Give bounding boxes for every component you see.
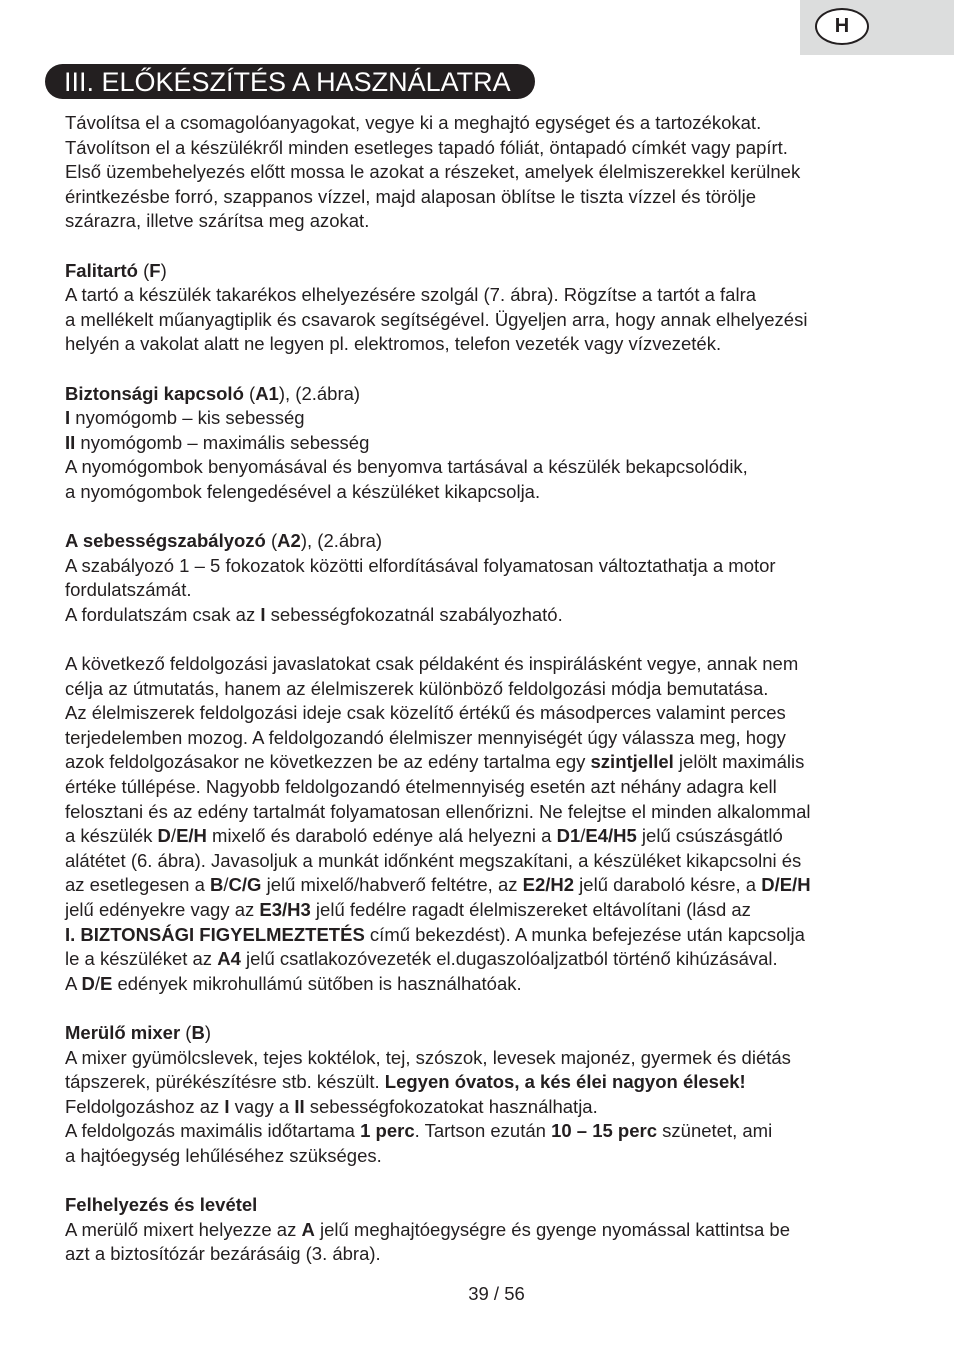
bold-term: B — [210, 874, 224, 896]
bold-term: D — [157, 825, 171, 847]
text-line: célja az útmutatás, hanem az élelmiszerek különböző feldolgozási módja bemutatása. — [65, 677, 769, 699]
text-line: Távolítson el a készülékről minden esetleges tapadó fóliát, öntapadó címkét vagy papírt. — [65, 136, 788, 158]
text-line: sebességfokozatnál szabályozható. — [265, 603, 563, 625]
bold-term: szintjellel — [590, 751, 674, 773]
bold-term: I. BIZTONSÁGI FIGYELMEZTETÉS — [65, 923, 365, 945]
text-line: jelű csatlakozóvezeték el.dugaszolóaljzatból történő kihúzásával. — [240, 948, 778, 970]
immersion-mixer-section: Merülő mixer (B) A mixer gyümölcslevek, tejes koktélok, tej, szószok, levesek majonéz, gyermek és diétás tápszerek, pürékészítésre stb. készült. Legyen óvatos, a kés élei nagyon élesek! Feldolgozáshoz az I vagy a II sebességfokozatokat használhatja. A feldolgozás maximális időtartama 1 perc. Tartson ezután 10 – 15 perc szünetet, ami a hajtóegység lehűléséhez szükséges. — [65, 1021, 791, 1166]
bold-term: 1 perc — [360, 1120, 415, 1142]
text-line: A szabályozó 1 – 5 fokozatok közötti elfordításával folyamatosan változtathatja a motor — [65, 554, 776, 576]
page-content — [65, 111, 895, 1267]
text-line: azok feldolgozásakor ne következzen be az edény tartalma egy — [65, 751, 591, 773]
intro-paragraph — [65, 111, 895, 234]
text-line: A merülő mixert helyezze az — [65, 1218, 302, 1240]
wall-holder-heading: Falitartó — [65, 259, 138, 281]
text-line: értéke túllépése. Nagyobb feldolgozandó ételmennyiség esetén azt néhány adagra kell — [65, 776, 777, 798]
separator: / — [223, 874, 229, 896]
speed-regulator-section: A sebességszabályozó (A2), (2.ábra) A szabályozó 1 – 5 fokozatok közötti elfordításával folyamatosan változtathatja a motor fordulatszámát. A fordulatszám csak az I sebességfokozatnál szabályozható. — [65, 530, 776, 625]
text-line: az esetlegesen a — [65, 874, 211, 896]
bold-term: D — [81, 972, 95, 994]
bold-term: D1 — [556, 825, 581, 847]
text-line: . Tartson ezután — [414, 1120, 552, 1142]
text-line: azt a biztosítózár bezárásáig (3. ábra). — [65, 1243, 381, 1265]
text-line: szárazra, illetve szárítsa meg azokat. — [65, 210, 370, 232]
text-line: Első üzembehelyezés előtt mossa le azokat a részeket, amelyek élelmiszerekkel kerülnek — [65, 161, 801, 183]
text-line: nyomógomb – kis sebesség — [70, 407, 305, 429]
text-line: sebességfokozatokat használhatja. — [304, 1095, 598, 1117]
text-line: jelű mixelő/habverő feltétre, az — [261, 874, 523, 896]
bold-term: A4 — [217, 948, 241, 970]
language-badge: H — [815, 8, 869, 45]
text-line: jelű fedélre ragadt élelmiszereket eltávolítani (lásd az — [310, 899, 751, 920]
bold-term: 10 – 15 perc — [551, 1120, 658, 1142]
part-code: B — [191, 1021, 205, 1043]
separator: / — [170, 825, 177, 847]
text-line: a nyomógombok felengedésével a készüléket kikapcsolja. — [65, 480, 541, 502]
figure-ref: (2.ábra) — [295, 382, 361, 404]
text-line: jelű csúszásgátló — [636, 825, 783, 847]
text-line: tápszerek, pürékészítésre stb. készült. — [65, 1071, 385, 1093]
text-line: A tartó a készülék takarékos elhelyezésére szolgál (7. ábra). Rögzítse a tartót a falra — [65, 284, 757, 306]
bold-term: E2/H2 — [522, 874, 575, 896]
text-line: A fordulatszám csak az — [65, 603, 261, 625]
text-line: vagy a — [229, 1095, 295, 1117]
immersion-mixer-heading: Merülő mixer — [65, 1021, 181, 1043]
bold-term: I — [260, 603, 266, 625]
mounting-heading: Felhelyezés és levétel — [65, 1194, 258, 1216]
button-code: I — [65, 407, 71, 429]
separator: / — [580, 825, 586, 847]
text-line: jelű meghajtóegységre és gyenge nyomással kattintsa be — [314, 1218, 790, 1240]
part-code: A1 — [255, 382, 279, 404]
text-line: alátétet (6. ábra). Javasoljuk a munkát időnként megszakítani, a készüléket kikapcsolni és — [65, 849, 802, 871]
text-line: című bekezdést). A munka befejezése után kapcsolja — [364, 923, 805, 945]
part-code: F — [149, 259, 161, 281]
text-line: jelű daraboló késre, a — [574, 874, 762, 896]
bold-term: E3/H3 — [259, 899, 311, 920]
text-line: Távolítsa el a csomagolóanyagokat, vegye ki a meghajtó egységet és a tartozékokat. — [65, 112, 762, 133]
text-line: Az élelmiszerek feldolgozási ideje csak közelítő értékű és másodperces valamint perces — [65, 702, 786, 724]
text-line: A nyomógombok benyomásával és benyomva tartásával a készülék bekapcsolódik, — [65, 456, 748, 478]
bold-term: A — [301, 1218, 315, 1240]
bold-term: E — [99, 972, 113, 994]
section-title: III. ELŐKÉSZÍTÉS A HASZNÁLATRA — [45, 64, 535, 99]
text-line: A feldolgozás maximális időtartama — [65, 1120, 361, 1142]
separator: / — [94, 972, 100, 994]
part-code: A2 — [277, 530, 301, 552]
text-line: terjedelemben mozog. A feldolgozandó élelmiszer mennyiségét úgy válassza meg, hogy — [65, 726, 786, 748]
text-line: a készülék — [65, 825, 158, 847]
bold-term: E4/H5 — [585, 825, 637, 847]
button-code: II — [65, 431, 76, 453]
speed-regulator-heading: A sebességszabályozó — [65, 530, 266, 552]
text-line: edények mikrohullámú sütőben is használhatóak. — [112, 972, 522, 994]
safety-switch-heading: Biztonsági kapcsoló — [65, 382, 244, 404]
text-line: A mixer gyümölcslevek, tejes koktélok, tej, szószok, levesek majonéz, gyermek és diétás — [65, 1046, 791, 1068]
processing-paragraph — [65, 652, 895, 996]
text-line: a mellékelt műanyagtiplik és csavarok segítségével. Ügyeljen arra, hogy annak elhelyezési — [65, 308, 808, 330]
figure-ref: (2.ábra) — [317, 530, 383, 552]
bold-term: C/G — [228, 874, 262, 896]
text-line: felosztani és az edény tartalmát folyamatosan ellenőrizni. Ne felejtse el minden alkalommal — [65, 800, 811, 822]
language-tab — [800, 0, 954, 55]
text-line: érintkezésbe forró, szappanos vízzel, majd alaposan öblítse le tiszta vízzel és törölje — [65, 185, 757, 207]
bold-term: II — [294, 1095, 305, 1117]
text-line: helyén a vakolat alatt ne legyen pl. elektromos, telefon vezeték vagy vízvezeték. — [65, 333, 722, 355]
text-line: A következő feldolgozási javaslatokat csak példaként és inspirálásként vegye, annak nem — [65, 653, 799, 675]
text-line: mixelő és daraboló edénye alá helyezni a — [206, 825, 557, 847]
text-line: A — [65, 972, 82, 994]
text-line: Feldolgozáshoz az — [65, 1095, 225, 1117]
text-line: szünetet, ami — [657, 1120, 773, 1142]
text-line: fordulatszámát. — [65, 579, 192, 601]
bold-term: I — [224, 1095, 230, 1117]
text-line: jelölt maximális — [673, 751, 805, 773]
text-line: a hajtóegység lehűléséhez szükséges. — [65, 1144, 382, 1166]
text-line: jelű edényekre vagy az — [65, 899, 260, 920]
bold-term: D/E/H — [761, 874, 811, 896]
wall-holder-section: Falitartó (F) A tartó a készülék takarékos elhelyezésére szolgál (7. ábra). Rögzítse a tartót a falra a mellékelt műanyagtiplik és csavarok segítségével. Ügyeljen arra, hogy annak elhelyezési helyén a vakolat alatt ne legyen pl. elektromos, telefon vezeték vagy vízvezeték. — [65, 259, 808, 355]
text-line: nyomógomb – maximális sebesség — [75, 431, 370, 453]
warning-text: Legyen óvatos, a kés élei nagyon élesek! — [384, 1071, 746, 1093]
text-line: le a készüléket az — [65, 948, 218, 970]
mounting-section — [65, 1193, 895, 1267]
safety-switch-section: Biztonsági kapcsoló (A1), (2.ábra) I nyomógomb – kis sebesség II nyomógomb – maximális sebesség A nyomógombok benyomásával és benyomva tartásával a készülék bekapcsolódik, a nyomógombok felengedésével a készüléket kikapcsolja. — [65, 382, 748, 502]
bold-term: E/H — [176, 825, 207, 847]
page-number: 39 / 56 — [468, 1283, 525, 1304]
